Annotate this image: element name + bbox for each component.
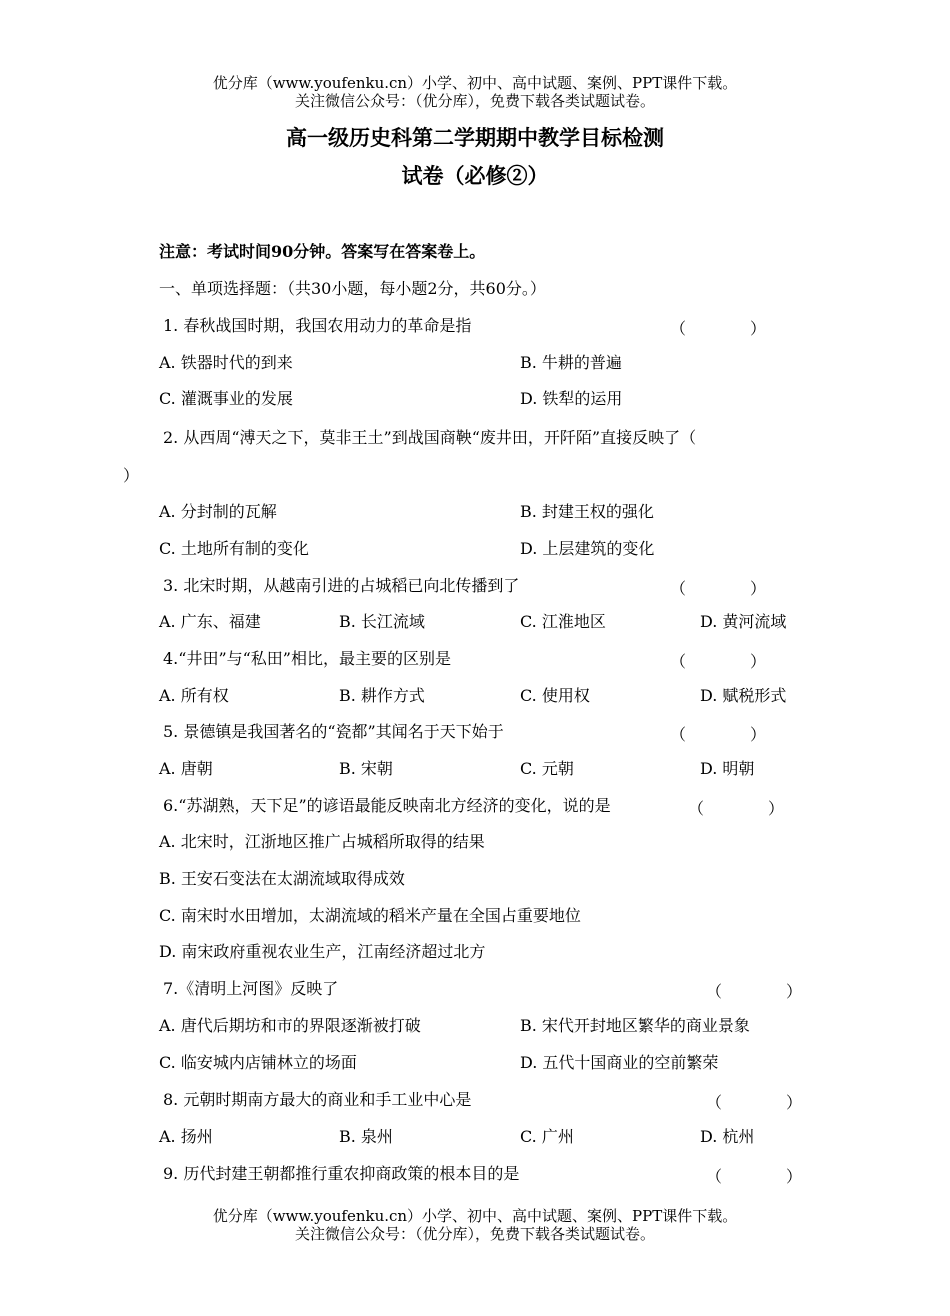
question-stem: 6.“苏湖熟，天下足”的谚语最能反映南北方经济的变化，说的是	[163, 796, 611, 815]
answer-blank: （ ）	[706, 982, 803, 1001]
option: D. 黄河流域	[700, 612, 787, 631]
option: D. 明朝	[700, 759, 755, 778]
option: B. 耕作方式	[339, 686, 425, 705]
answer-blank-close: ）	[123, 466, 140, 485]
option: C. 江淮地区	[520, 612, 606, 631]
option: B. 长江流域	[339, 612, 425, 631]
option: D. 杭州	[700, 1127, 755, 1146]
option: D. 赋税形式	[700, 686, 787, 705]
question-stem: 2. 从西周“溥天之下，莫非王土”到战国商鞅“废井田，开阡陌”直接反映了（	[163, 428, 697, 447]
option: C. 元朝	[520, 759, 574, 778]
footer-line-2: 关注微信公众号：（优分库），免费下载各类试题试卷。	[294, 1225, 655, 1243]
option: D. 五代十国商业的空前繁荣	[520, 1053, 719, 1072]
header-line-1: 优分库（www.youfenku.cn）小学、初中、高中试题、案例、PPT课件下载。	[212, 74, 738, 92]
section-heading: 一、单项选择题：（共30小题，每小题2分，共60分。）	[159, 279, 546, 298]
page-title: 高一级历史科第二学期期中教学目标检测	[286, 125, 664, 150]
option: A. 唐代后期坊和市的界限逐渐被打破	[159, 1016, 421, 1035]
option: D. 上层建筑的变化	[520, 539, 655, 558]
option: B. 封建王权的强化	[520, 502, 654, 521]
option: C. 土地所有制的变化	[159, 539, 309, 558]
option: C. 使用权	[520, 686, 590, 705]
option: D. 南宋政府重视农业生产，江南经济超过北方	[159, 942, 486, 961]
header-line-2: 关注微信公众号：（优分库），免费下载各类试题试卷。	[294, 92, 655, 110]
question-stem: 7.《清明上河图》反映了	[163, 979, 339, 998]
question-stem: 5. 景德镇是我国著名的“瓷都”其闻名于天下始于	[163, 722, 504, 741]
answer-blank: （ ）	[670, 579, 767, 598]
option: C. 广州	[520, 1127, 574, 1146]
question-stem: 4.“井田”与“私田”相比，最主要的区别是	[163, 649, 451, 668]
option: C. 临安城内店铺林立的场面	[159, 1053, 357, 1072]
question-stem: 1. 春秋战国时期，我国农用动力的革命是指	[163, 316, 472, 335]
answer-blank: （ ）	[706, 1093, 803, 1112]
option: C. 南宋时水田增加，太湖流域的稻米产量在全国占重要地位	[159, 906, 581, 925]
option: A. 北宋时，江浙地区推广占城稻所取得的结果	[159, 832, 485, 851]
option: D. 铁犁的运用	[520, 389, 623, 408]
footer-line-1: 优分库（www.youfenku.cn）小学、初中、高中试题、案例、PPT课件下载。	[212, 1207, 738, 1225]
answer-blank: （ ）	[706, 1167, 803, 1186]
option: B. 泉州	[339, 1127, 393, 1146]
option: A. 扬州	[159, 1127, 213, 1146]
question-stem: 8. 元朝时期南方最大的商业和手工业中心是	[163, 1090, 472, 1109]
answer-blank: （ ）	[670, 652, 767, 671]
option: A. 分封制的瓦解	[159, 502, 277, 521]
option: B. 宋代开封地区繁华的商业景象	[520, 1016, 750, 1035]
answer-blank: （ ）	[670, 319, 767, 338]
option: B. 宋朝	[339, 759, 393, 778]
option: B. 牛耕的普遍	[520, 353, 622, 372]
exam-notice: 注意：考试时间90分钟。答案写在答案卷上。	[159, 242, 486, 261]
option: C. 灌溉事业的发展	[159, 389, 293, 408]
option: A. 广东、福建	[159, 612, 261, 631]
option: A. 所有权	[159, 686, 229, 705]
answer-blank: （ ）	[670, 725, 767, 744]
option: B. 王安石变法在太湖流域取得成效	[159, 869, 405, 888]
question-stem: 3. 北宋时期，从越南引进的占城稻已向北传播到了	[163, 576, 520, 595]
option: A. 唐朝	[159, 759, 213, 778]
question-stem: 9. 历代封建王朝都推行重农抑商政策的根本目的是	[163, 1164, 520, 1183]
answer-blank: （ ）	[688, 799, 785, 818]
option: A. 铁器时代的到来	[159, 353, 293, 372]
page-subtitle: 试卷（必修②）	[401, 163, 549, 188]
